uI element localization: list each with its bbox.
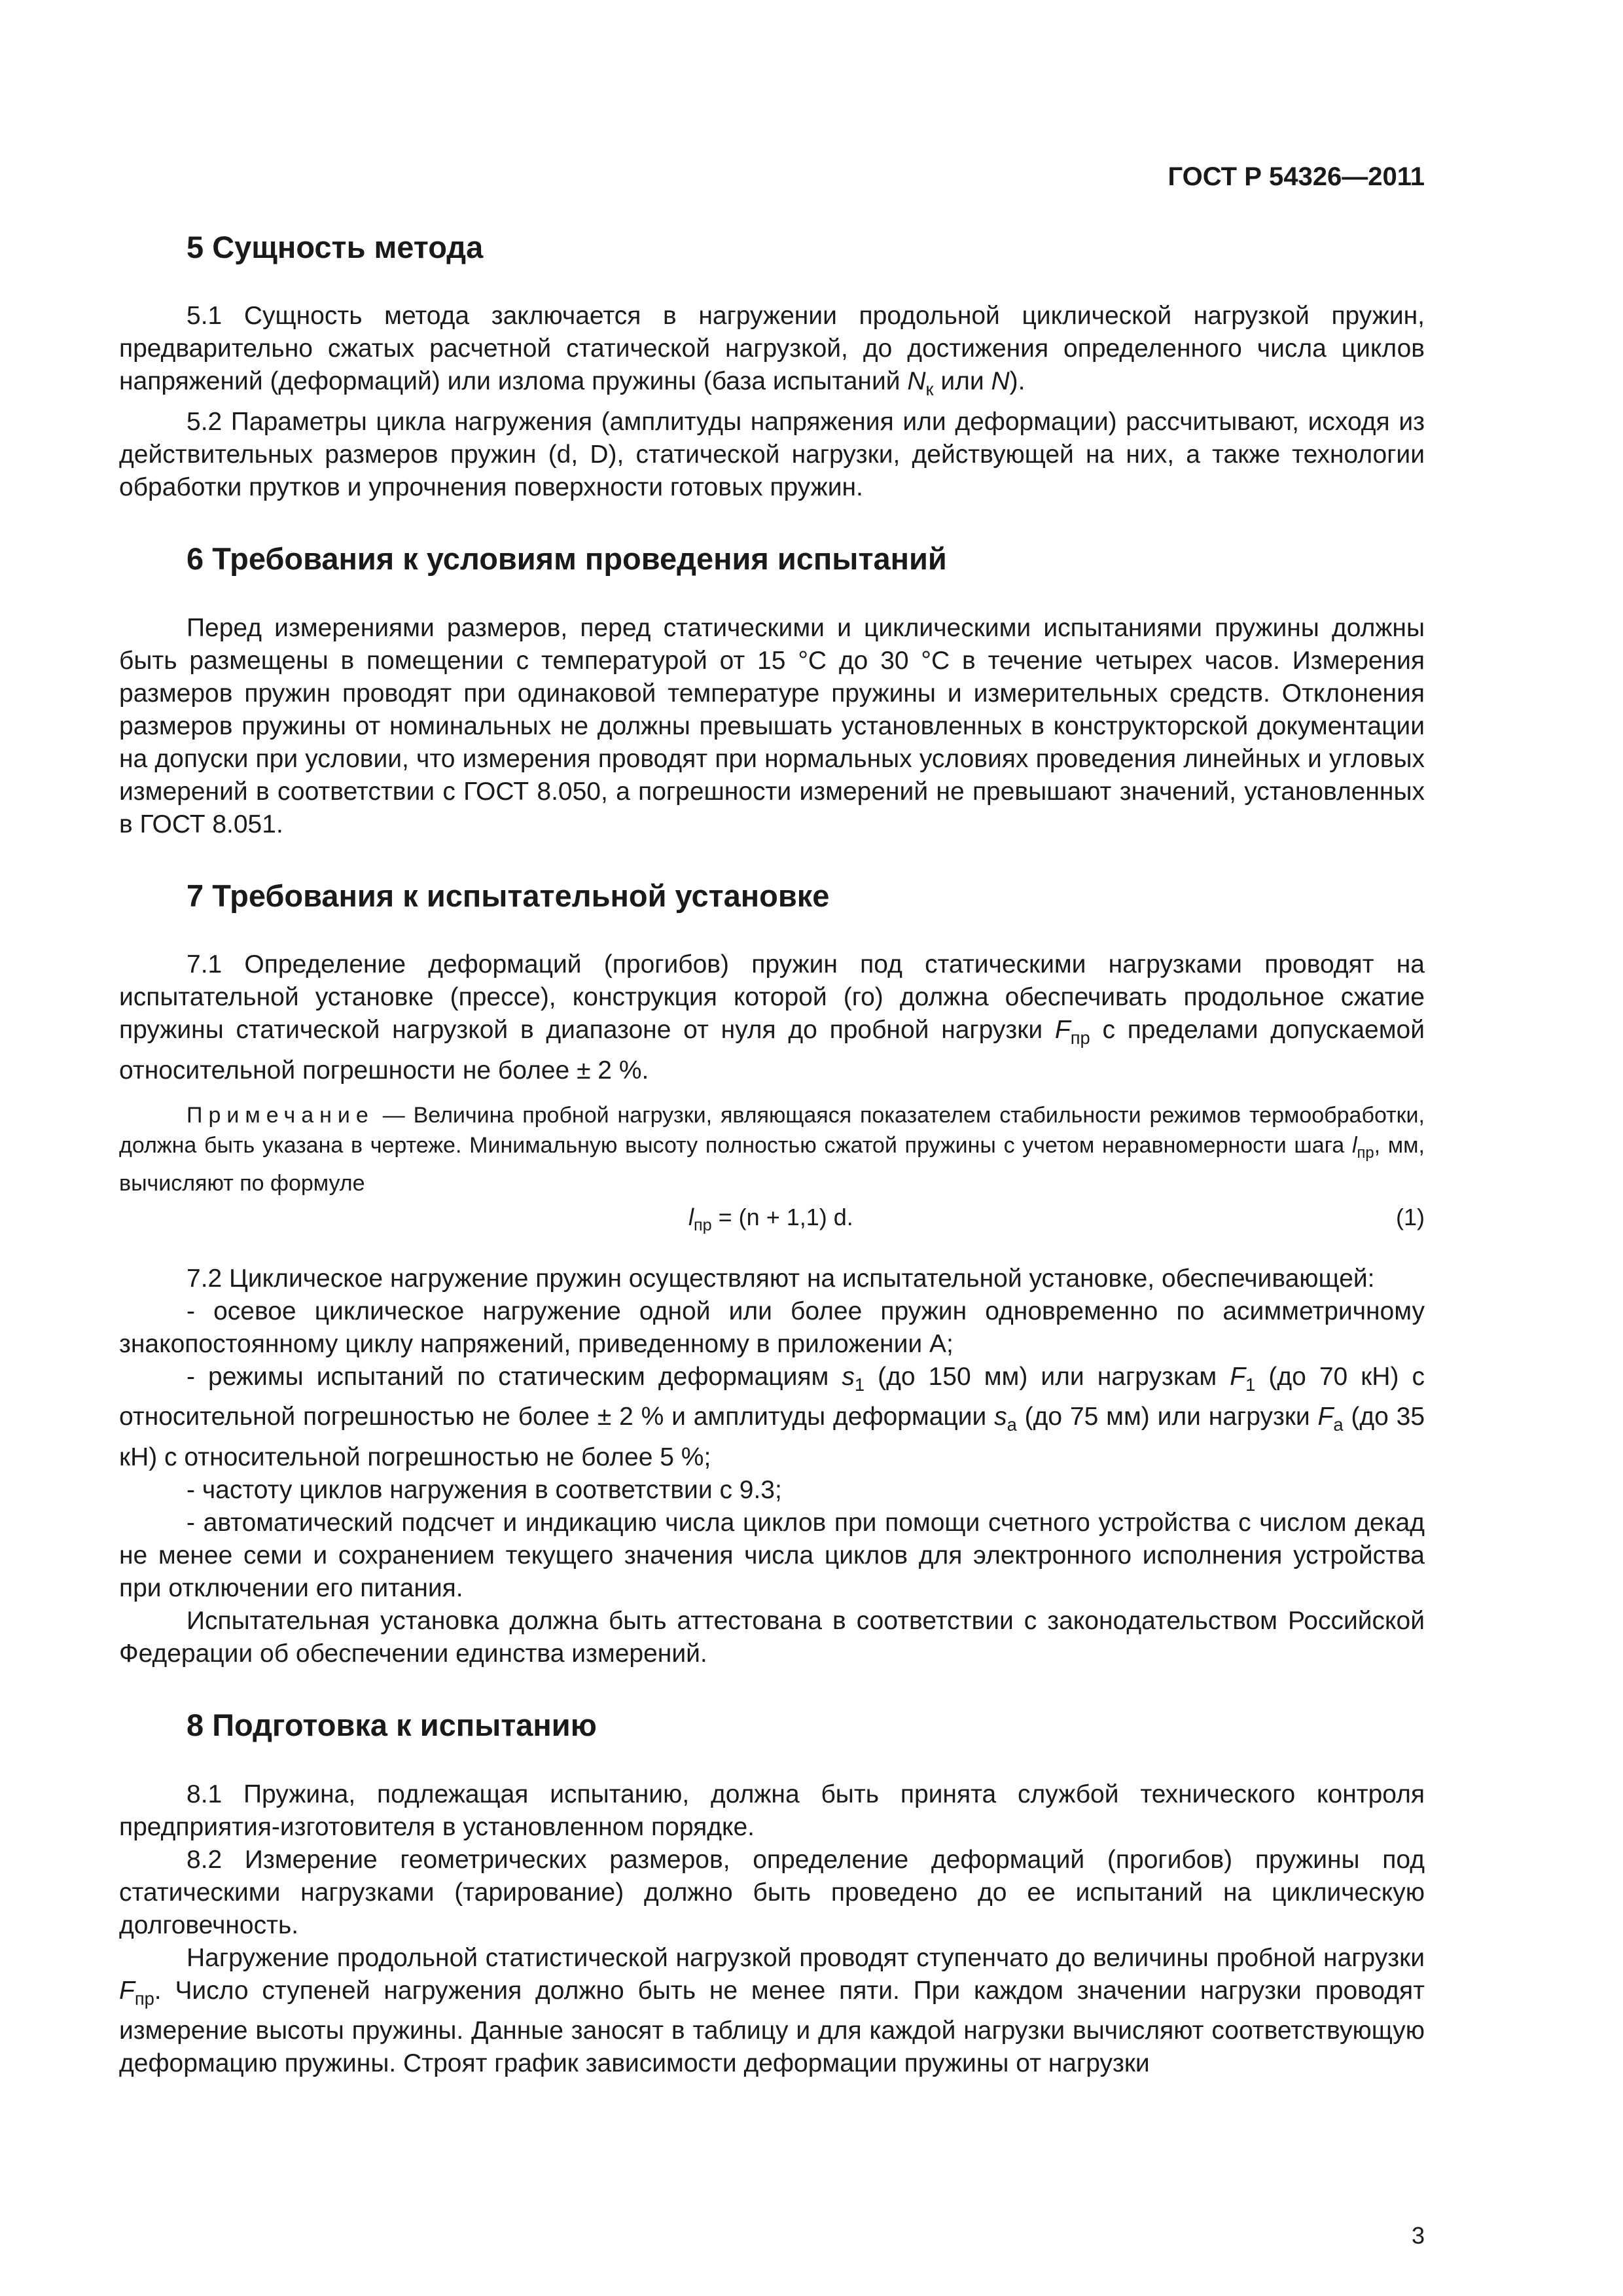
list-item: - автоматический подсчет и индикацию числа циклов при помощи счетного устройства с числом декад не менее семи и сохранением текущего значения числа циклов для электронного исполнения устройства при отключении его питания. <box>119 1509 1425 1603</box>
section-title: 6 Требования к условиям проведения испытаний <box>187 541 947 577</box>
section-title: 8 Подготовка к испытанию <box>187 1708 597 1743</box>
paragraph: 8.1 Пружина, подлежащая испытанию, должна быть принята службой технического контроля предприятия-изготовителя в установленном порядке. <box>119 1780 1425 1841</box>
section-5 <box>119 229 1425 504</box>
formula-number: (1) <box>1396 1203 1425 1230</box>
list-item: - режимы испытаний по статическим деформациям $s_1$ (до 150 мм) или нагрузкам $F_1$ (до 70 кН) с относительной погрешностью не более ± 2 % и амплитуды деформации $s_а$ (до 75 мм) или нагрузки $F_а$ (до 35 кН) с относительной погрешностью не более 5 %; <box>119 1362 1425 1472</box>
paragraph: 5.2 Параметры цикла нагружения (амплитуды напряжения или деформации) рассчитывают, исходя из действительных размеров пружин (d, D), статической нагрузки, действующей на них, а также технологии обработки прутков и упрочнения поверхности готовых пружин. <box>119 408 1425 502</box>
page-number: 3 <box>1411 2222 1425 2249</box>
document-body <box>119 229 1425 2117</box>
section-title: 5 Сущность метода <box>187 230 484 264</box>
formula <box>119 1204 1425 1243</box>
section-title: 7 Требования к испытательной установке <box>187 878 830 913</box>
note: Примечание — Величина пробной нагрузки, являющаяся показателем стабильности режимов термообработки, должна быть указана в чертеже. Минимальную высоту полностью сжатой пружины с учетом неравномерности шага $l_{пр}$, мм, вычисляют по формуле <box>119 1102 1425 1196</box>
paragraph: 8.2 Измерение геометрических размеров, определение деформаций (прогибов) пружины под статическими нагрузками (тарирование) должно быть проведено до ее испытаний на циклическую долговечность. <box>119 1845 1425 1939</box>
formula-expression: $l_{пр} = (n + 1,1)$ d. <box>688 1203 853 1234</box>
section-8 <box>119 1707 1425 2080</box>
section-7 <box>119 878 1425 1671</box>
list-item: - осевое циклическое нагружение одной или более пружин одновременно по асимметричному знакопостоянному циклу напряжений, приведенному в приложении А; <box>119 1297 1425 1358</box>
paragraph: Перед измерениями размеров, перед статическими и циклическими испытаниями пружины должны быть размещены в помещении с температурой от 15 °С до 30 °С в течение четырех часов. Измерения размеров пружин проводят при одинаковой температуре пружины и измерительных средств. Отклонения размеров пружины от номинальных не должны превышать установленных в конструкторской документации на допуски при условии, что измерения проводят при нормальных условиях проведения линейных и угловых измерений в соответствии с ГОСТ 8.050, а погрешности измерений не превышают значений, установленных в ГОСТ 8.051. <box>119 613 1425 838</box>
paragraph: 5.1 Сущность метода заключается в нагружении продольной циклической нагрузкой пружин, предварительно сжатых расчетной статической нагрузкой, до достижения определенного числа циклов напряжений (деформаций) или излома пружины (база испытаний $N_к$ или N). <box>119 302 1425 400</box>
section-6 <box>119 541 1425 840</box>
paragraph: 7.1 Определение деформаций (прогибов) пружин под статическими нагрузками проводят на испытательной установке (прессе), конструкция которой (го) должна обеспечивать продольное сжатие пружины статической нагрузкой в диапазоне от нуля до пробной нагрузки $F_{пр}$ с пределами допускаемой относительной погрешности не более ± 2 %. <box>119 950 1425 1085</box>
note-label: Примечание <box>187 1102 374 1128</box>
list-item: - частоту циклов нагружения в соответствии с 9.3; <box>187 1476 782 1505</box>
paragraph: Испытательная установка должна быть аттестована в соответствии с законодательством Российской Федерации об обеспечении единства измерений. <box>119 1607 1425 1668</box>
paragraph: Нагружение продольной статистической нагрузкой проводят ступенчато до величины пробной нагрузки $F_{пр}$. Число ступеней нагружения должно быть не менее пяти. При каждом значении нагрузки проводят измерение высоты пружины. Данные заносят в таблицу и для каждой нагрузки вычисляют соответствующую деформацию пружины. Строят график зависимости деформации пружины от нагрузки <box>119 1943 1425 2078</box>
document-header: ГОСТ Р 54326—2011 <box>1168 162 1425 191</box>
paragraph: 7.2 Циклическое нагружение пружин осуществляют на испытательной установке, обеспечивающей: <box>187 1264 1375 1293</box>
